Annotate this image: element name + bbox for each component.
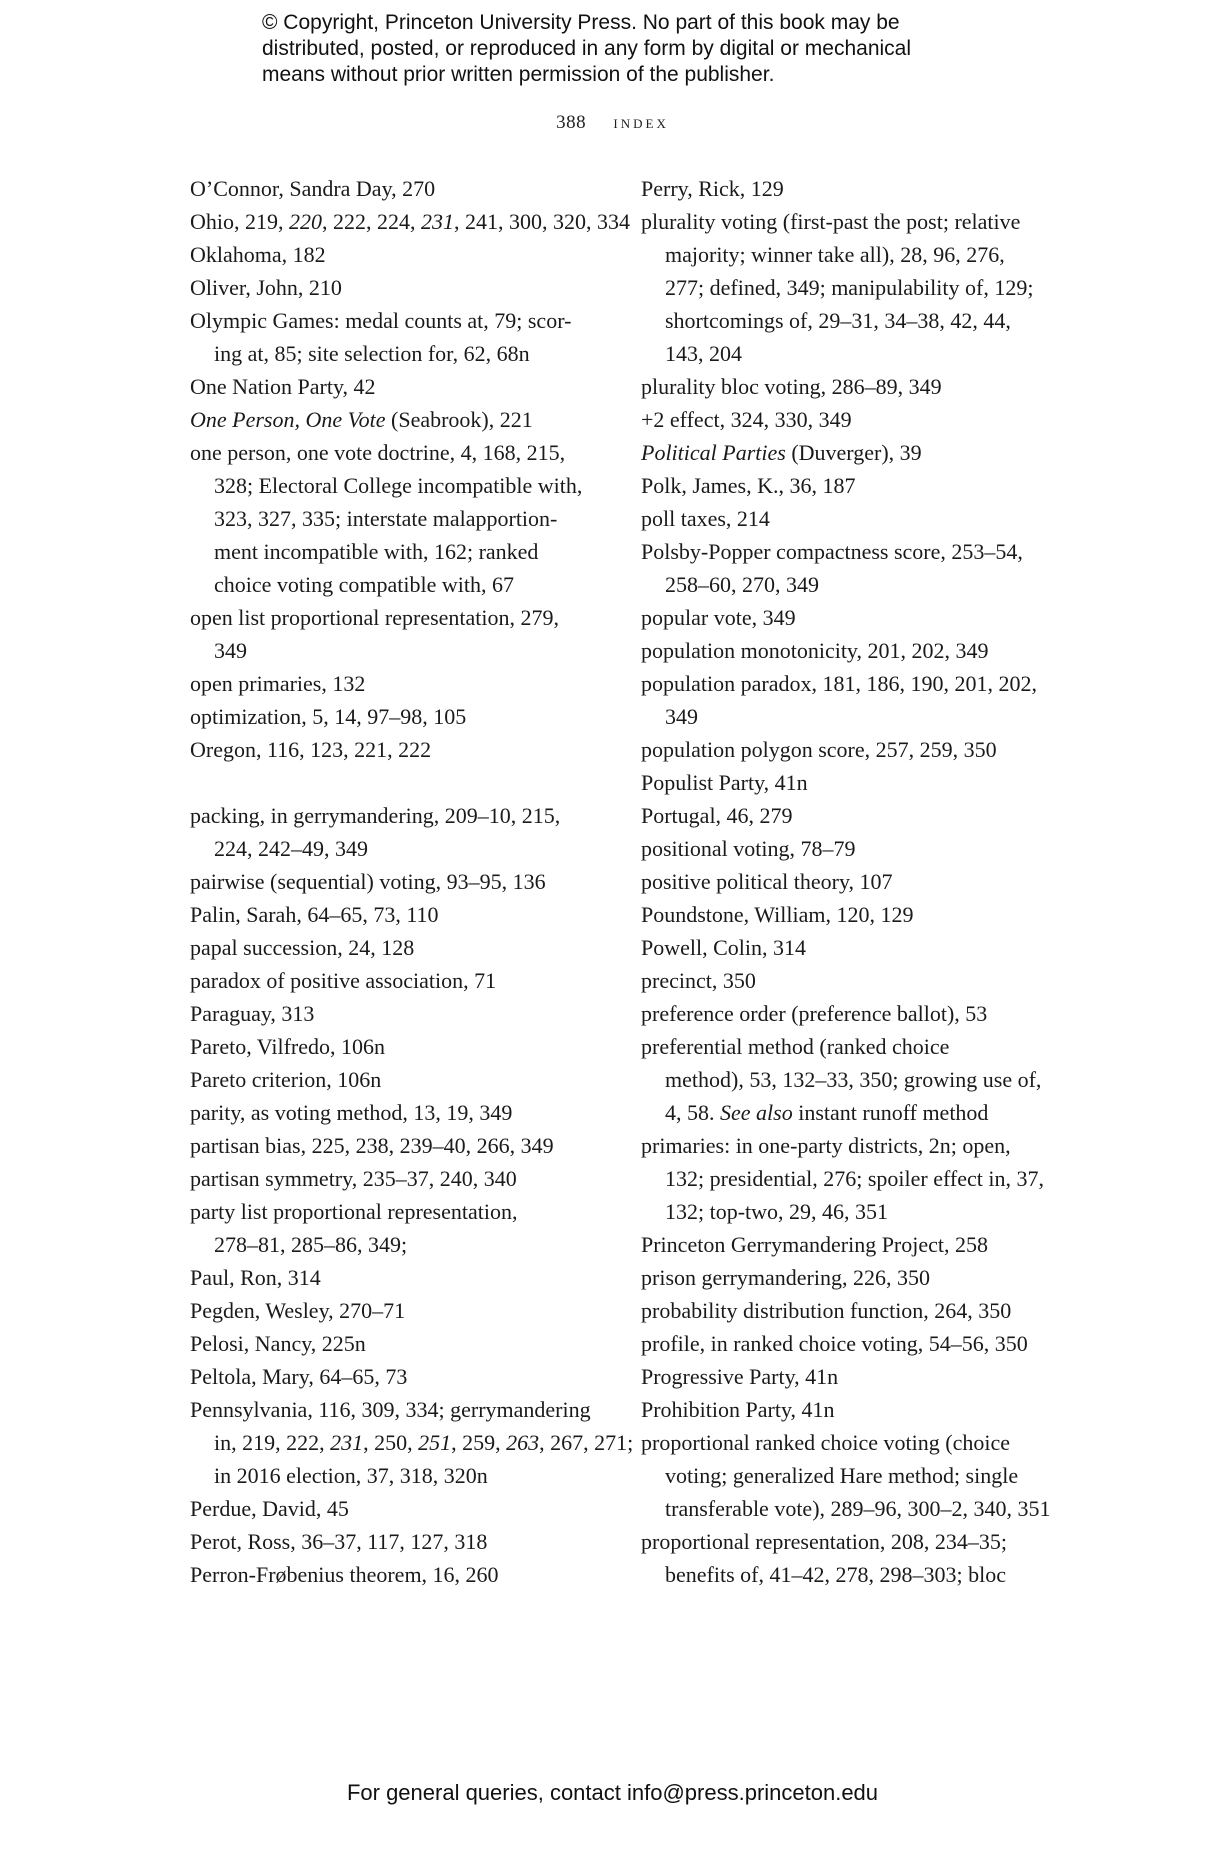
index-entry-continuation: 224, 242–49, 349 [214,836,368,861]
index-entry-line: popular vote, 349 [641,605,796,630]
index-entry-line: Paul, Ron, 314 [190,1265,321,1290]
index-entry-line: preference order (preference ballot), 53 [641,1001,988,1026]
copyright-line: © Copyright, Princeton University Press. No part of this book may be [262,11,900,34]
page-title: index [613,112,669,133]
index-entry [190,700,610,733]
index-entry-line: partisan symmetry, 235–37, 240, 340 [190,1166,517,1191]
index-entry-line: Pegden, Wesley, 270–71 [190,1298,406,1323]
index-column-right [641,172,1061,1591]
index-entry-line: Princeton Gerrymandering Project, 258 [641,1232,989,1257]
index-entry [190,1162,610,1195]
index-entry-line: Powell, Colin, 314 [641,935,807,960]
index-entry-line: population polygon score, 257, 259, 350 [641,737,997,762]
index-entry [641,370,1061,403]
footer-contact: For general queries, contact info@press.princeton.edu [346,1780,879,1805]
index-entry [190,997,610,1030]
index-entry-line: Peltola, Mary, 64–65, 73 [190,1364,408,1389]
index-entry-line: Oklahoma, 182 [190,242,326,267]
index-entry [641,1525,1061,1591]
index-entry-line: Populist Party, 41n [641,770,808,795]
copyright-line: distributed, posted, or reproduced in any form by digital or mechanical [262,37,912,60]
index-entry [641,931,1061,964]
index-entry [190,1360,610,1393]
index-entry-continuation: majority; winner take all), 28, 96, 276, [665,242,1005,267]
index-entry-continuation: 278–81, 285–86, 349; [214,1232,408,1257]
index-entry [190,271,610,304]
index-column-left [190,172,634,1591]
index-entry [190,238,610,271]
index-entry [190,304,610,370]
index-entry-line: Perdue, David, 45 [190,1496,349,1521]
index-entry [190,436,610,601]
index-entry [190,865,610,898]
index-entry-line: Pareto, Vilfredo, 106n [190,1034,386,1059]
index-entry-line: probability distribution function, 264, 350 [641,1298,1012,1323]
index-entry-line: partisan bias, 225, 238, 239–40, 266, 349 [190,1133,554,1158]
index-entry-line: Pennsylvania, 116, 309, 334; gerrymandering [190,1397,591,1422]
index-entry-line: primaries: in one-party districts, 2n; open, [641,1133,1011,1158]
index-entry-continuation: 132; presidential, 276; spoiler effect in, 37, [665,1166,1045,1191]
index-entry-line: Oliver, John, 210 [190,275,342,300]
index-entry [190,1261,610,1294]
index-entry [641,1294,1061,1327]
index-entry [190,1129,610,1162]
index-entry [641,436,1061,469]
index-entry-line: Poundstone, William, 120, 129 [641,902,914,927]
index-entry-continuation: 328; Electoral College incompatible with, [214,473,583,498]
index-entry-line: prison gerrymandering, 226, 350 [641,1265,930,1290]
index-entry [641,766,1061,799]
index-entry-line: poll taxes, 214 [641,506,770,531]
index-entry-continuation: 277; defined, 349; manipulability of, 129; [665,275,1034,300]
index-entry [641,205,1061,370]
index-entry-line: Prohibition Party, 41n [641,1397,835,1422]
index-entry-line: Perry, Rick, 129 [641,176,784,201]
index-entry-line: Polk, James, K., 36, 187 [641,473,856,498]
index-entry-continuation: 323, 327, 335; interstate malapportion- [214,506,558,531]
index-entry [641,502,1061,535]
index-entry [190,931,610,964]
index-entry-line: positive political theory, 107 [641,869,893,894]
index-entry-continuation: transferable vote), 289–96, 300–2, 340, 351 [665,1496,1051,1521]
index-entry [641,1030,1061,1129]
index-entry [641,172,1061,205]
index-entry [190,172,610,205]
index-entry-continuation: 4, 58. See also instant runoff method [665,1100,989,1125]
index-entry-line: population monotonicity, 201, 202, 349 [641,638,989,663]
index-entry-line: Pelosi, Nancy, 225n [190,1331,366,1356]
index-entry-line: preferential method (ranked choice [641,1034,950,1059]
index-entry-continuation: voting; generalized Hare method; single [665,1463,1019,1488]
index-entry [641,865,1061,898]
index-entry-continuation: in 2016 election, 37, 318, 320n [214,1463,488,1488]
index-entry [190,1492,610,1525]
index-entry [190,1096,610,1129]
index-entry [641,1261,1061,1294]
index-entry-continuation: method), 53, 132–33, 350; growing use of, [665,1067,1042,1092]
index-entry [641,964,1061,997]
index-entry [190,1063,610,1096]
copyright-line: means without prior written permission of the publisher. [262,63,775,86]
index-entry [641,1360,1061,1393]
index-entry [190,1558,610,1591]
index-entry [190,1030,610,1063]
index-entry-line: Progressive Party, 41n [641,1364,839,1389]
index-entry-line: Paraguay, 313 [190,1001,315,1026]
index-entry [641,601,1061,634]
index-entry-line: One Nation Party, 42 [190,374,376,399]
index-entry [190,1195,610,1261]
index-entry-line: one person, one vote doctrine, 4, 168, 215, [190,440,566,465]
index-entry-line: open list proportional representation, 279, [190,605,560,630]
index-entry-continuation: shortcomings of, 29–31, 34–38, 42, 44, [665,308,1011,333]
index-entry-line: Portugal, 46, 279 [641,803,793,828]
index-entry-line: open primaries, 132 [190,671,366,696]
copyright-notice [262,10,1022,88]
index-entry [190,1294,610,1327]
index-entry-continuation: 349 [214,638,247,663]
index-entry-line: positional voting, 78–79 [641,836,856,861]
index-entry-line: Perot, Ross, 36–37, 117, 127, 318 [190,1529,488,1554]
index-entry [641,832,1061,865]
index-entry-line: optimization, 5, 14, 97–98, 105 [190,704,467,729]
page-number: 388 [556,112,587,133]
index-entry [190,667,610,700]
index-entry [190,403,610,436]
index-entry [641,1393,1061,1426]
index-entry [190,1327,610,1360]
index-entry-line: plurality bloc voting, 286–89, 349 [641,374,942,399]
index-entry [641,733,1061,766]
index-entry [190,370,610,403]
index-entry-line: Palin, Sarah, 64–65, 73, 110 [190,902,439,927]
running-head [0,112,1225,134]
index-entry [190,601,610,667]
index-entry [641,799,1061,832]
index-entry-line: packing, in gerrymandering, 209–10, 215, [190,803,561,828]
index-entry [190,1525,610,1558]
index-entry-continuation: ing at, 85; site selection for, 62, 68n [214,341,530,366]
index-entry-line: population paradox, 181, 186, 190, 201, 202, [641,671,1037,696]
index-entry [190,898,610,931]
index-entry-line: Olympic Games: medal counts at, 79; scor- [190,308,572,333]
index-entry [641,535,1061,601]
index-entry-continuation: benefits of, 41–42, 278, 298–303; bloc [665,1562,1006,1587]
index-entry-line: proportional representation, 208, 234–35; [641,1529,1007,1554]
index-entry-line: paradox of positive association, 71 [190,968,497,993]
index-entry [190,733,610,766]
index-entry-line: Ohio, 219, 220, 222, 224, 231, 241, 300, 320, 334 [190,209,630,234]
index-entry [641,403,1061,436]
index-entry-line: Political Parties (Duverger), 39 [641,440,922,465]
index-entry [190,964,610,997]
index-entry [641,1228,1061,1261]
index-entry-line: O’Connor, Sandra Day, 270 [190,176,436,201]
index-entry [641,667,1061,733]
index-entry [641,997,1061,1030]
index-entry [641,1426,1061,1525]
index-entry-line: Pareto criterion, 106n [190,1067,382,1092]
index-entry [190,1393,634,1492]
index-entry-line: Polsby-Popper compactness score, 253–54, [641,539,1023,564]
index-entry [641,634,1061,667]
index-entry [190,799,610,865]
index-entry-line: papal succession, 24, 128 [190,935,415,960]
index-entry [641,898,1061,931]
index-entry-continuation: 349 [665,704,698,729]
index-entry-line: Perron-Frøbenius theorem, 16, 260 [190,1562,499,1587]
index-entry-continuation: in, 219, 222, 231, 250, 251, 259, 263, 267, 271; [214,1430,634,1455]
index-entry-line: precinct, 350 [641,968,756,993]
index-entry-line: One Person, One Vote (Seabrook), 221 [190,407,533,432]
index-entry [190,205,630,238]
index-entry-line: plurality voting (first-past the post; relative [641,209,1021,234]
index-entry-line: +2 effect, 324, 330, 349 [641,407,852,432]
index-entry-line: profile, in ranked choice voting, 54–56, 350 [641,1331,1028,1356]
index-entry-line: pairwise (sequential) voting, 93–95, 136 [190,869,546,894]
index-entry-line: parity, as voting method, 13, 19, 349 [190,1100,513,1125]
index-entry-continuation: choice voting compatible with, 67 [214,572,514,597]
index-entry [641,1129,1061,1228]
index-entry-line: party list proportional representation, [190,1199,518,1224]
index-entry-line: proportional ranked choice voting (choice [641,1430,1010,1455]
index-entry [641,1327,1061,1360]
index-entry-line: Oregon, 116, 123, 221, 222 [190,737,432,762]
index-entry-continuation: ment incompatible with, 162; ranked [214,539,539,564]
index-entry [641,469,1061,502]
index-entry-continuation: 132; top-two, 29, 46, 351 [665,1199,889,1224]
index-entry-continuation: 143, 204 [665,341,742,366]
index-entry-continuation: 258–60, 270, 349 [665,572,819,597]
